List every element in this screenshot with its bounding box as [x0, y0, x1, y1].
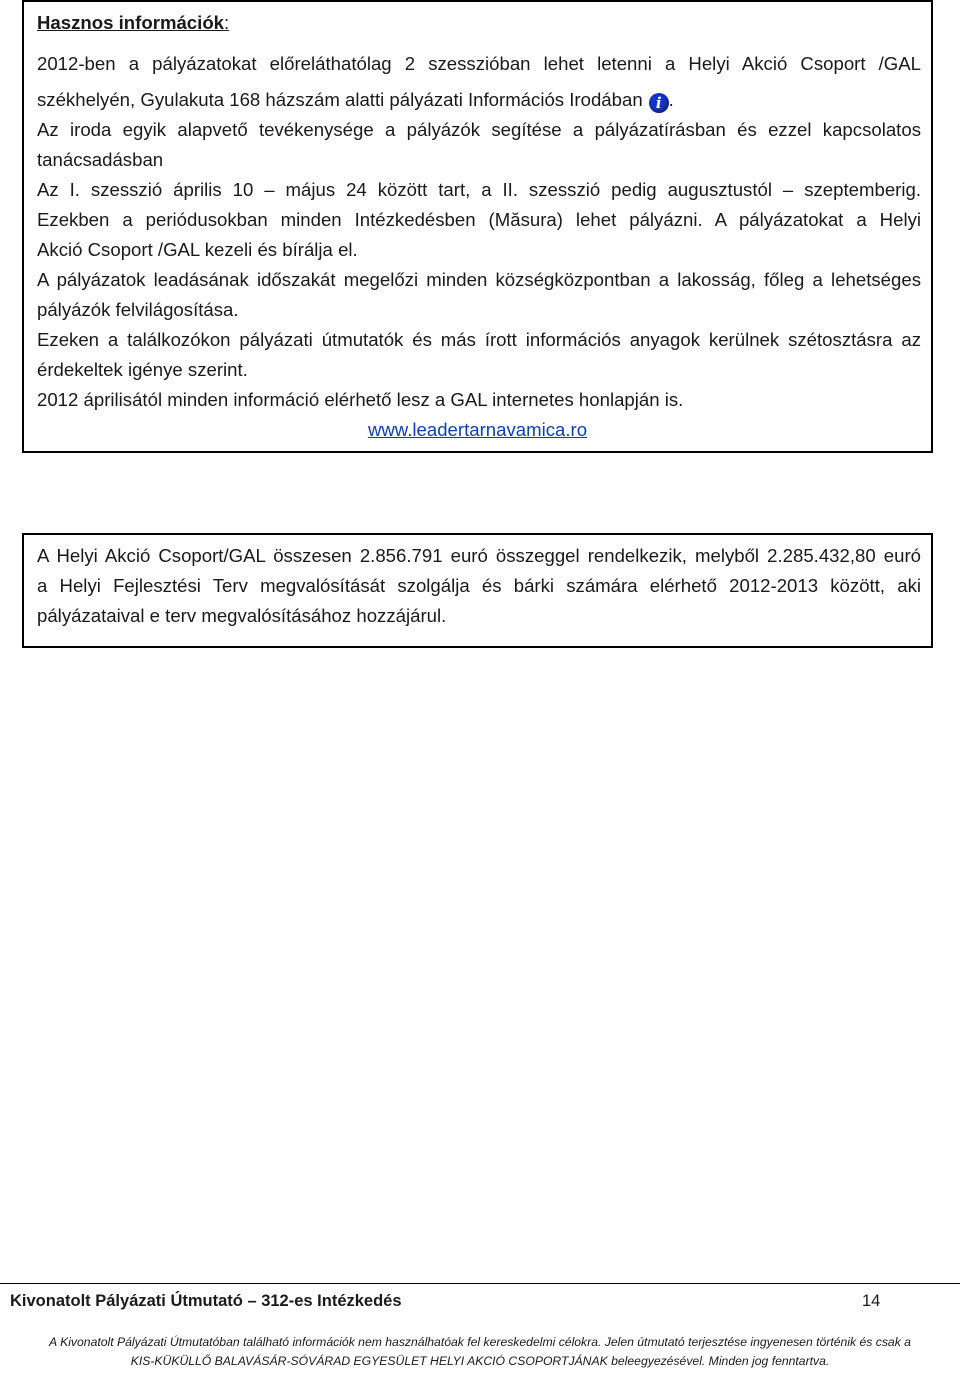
paragraph-line: A pályázatok leadásának időszakát megelőzi minden községközpontban a lakosság, főleg a lehetséges: [37, 269, 921, 290]
paragraph-line: Ezeken a találkozókon pályázati útmutatók és más írott információs anyagok kerülnek szétosztásra az: [37, 329, 921, 350]
paragraph-line: a Helyi Fejlesztési Terv megvalósítását szolgálja és bárki számára elérhető 2012-2013 között, aki: [37, 575, 921, 596]
paragraph-line: pályázók felvilágosítása.: [37, 299, 239, 320]
paragraph-line: 2012 áprilisától minden információ elérhető lesz a GAL internetes honlapján is.: [37, 389, 684, 410]
footer-note-line: A Kivonatolt Pályázati Útmutatóban található információk nem használhatóak fel kereskedelmi célokra. Jelen útmutató terjesztése ingyenesen történik és csak a: [49, 1335, 911, 1349]
budget-info-box: [22, 533, 933, 648]
paragraph-line: Akció Csoport /GAL kezeli és bírálja el.: [37, 239, 358, 260]
paragraph-line: 2012-ben a pályázatokat előreláthatólag 2 szesszióban lehet letenni a Helyi Akció Csoport /GAL: [37, 53, 921, 74]
paragraph-line: Ezekben a periódusokban minden Intézkedésben (Măsura) lehet pályázni. A pályázatokat a Helyi: [37, 209, 921, 230]
footer-note-line: KIS-KÜKÜLLŐ BALAVÁSÁR-SÓVÁRAD EGYESÜLET HELYI AKCIÓ CSOPORTJÁNAK beleegyezésével. Minden jog fenntartva.: [130, 1354, 830, 1368]
useful-info-box: [22, 0, 933, 453]
paragraph-line: A Helyi Akció Csoport/GAL összesen 2.856.791 euró összeggel rendelkezik, melyből 2.285.432,80 euró: [37, 545, 921, 566]
footer-title: Kivonatolt Pályázati Útmutató – 312-es Intézkedés: [10, 1292, 402, 1310]
footer-divider: [0, 1283, 960, 1284]
paragraph-line: Az iroda egyik alapvető tevékenysége a pályázók segítése a pályázatírásban és ezzel kapcsolatos: [37, 119, 921, 140]
website-link[interactable]: www.leadertarnavamica.ro: [367, 419, 588, 440]
paragraph-line: érdekeltek igénye szerint.: [37, 359, 248, 380]
paragraph-line: pályázataival e terv megvalósításához hozzájárul.: [37, 605, 447, 626]
info-icon: i: [649, 93, 669, 113]
section-heading: Hasznos információk:: [37, 12, 230, 33]
page-number: 14: [862, 1292, 881, 1310]
paragraph-line: Az I. szesszió április 10 – május 24 között tart, a II. szesszió pedig augusztustól – szeptemberig.: [37, 179, 921, 200]
paragraph-line: tanácsadásban: [37, 149, 164, 170]
website-link-row: [24, 419, 931, 441]
paragraph-line: székhelyén, Gyulakuta 168 házszám alatti pályázati Információs Irodában i .: [37, 89, 674, 112]
